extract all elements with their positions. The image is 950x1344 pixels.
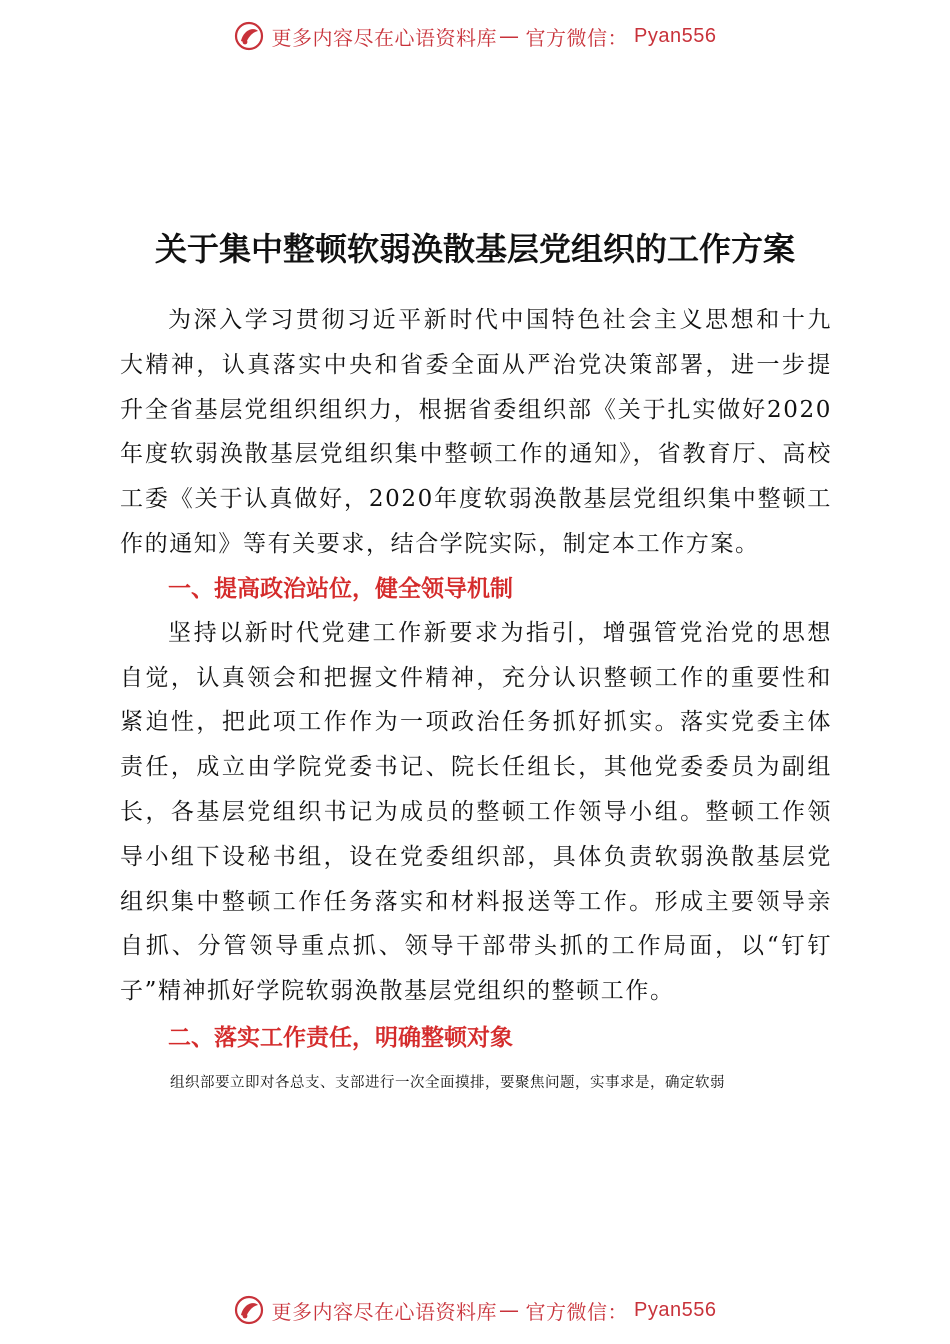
wechat-id: Pyan556 <box>634 1298 717 1321</box>
brand-logo-icon <box>234 1295 264 1325</box>
wechat-id: Pyan556 <box>634 24 717 47</box>
watermark-separator: — <box>499 24 520 48</box>
watermark-separator: — <box>499 1298 520 1322</box>
wechat-label: 官方微信： <box>525 25 629 50</box>
section-2-paragraph: 组织部要立即对各总支、支部进行一次全面摸排，要聚焦问题，实事求是，确定软弱 <box>170 1074 725 1091</box>
watermark-text: 更多内容尽在心语资料库 <box>271 1299 498 1324</box>
wechat-label: 官方微信： <box>525 1299 629 1324</box>
document-body <box>120 298 832 1098</box>
watermark-header <box>0 16 950 56</box>
intro-paragraph: 为深入学习贯彻习近平新时代中国特色社会主义思想和十九大精神，认真落实中央和省委全面从严治党决策部署，进一步提升全省基层党组织组织力，根据省委组织部《关于扎实做好2020年度软弱涣散基层党组织集中整顿工作的通知》，省教育厅、高校工委《关于认真做好，2020年度软弱涣散基层党组织集中整顿工作的通知》等有关要求，结合学院实际，制定本工作方案。 <box>120 307 832 557</box>
section-1-paragraph: 坚持以新时代党建工作新要求为指引，增强管党治党的思想自觉，认真领会和把握文件精神，充分认识整顿工作的重要性和紧迫性，把此项工作作为一项政治任务抓好抓实。落实党委主体责任，成立由学院党委书记、院长任组长，其他党委委员为副组长，各基层党组织书记为成员的整顿工作领导小组。整顿工作领导小组下设秘书组，设在党委组织部，具体负责软弱涣散基层党组织集中整顿工作任务落实和材料报送等工作。形成主要领导亲自抓、分管领导重点抓、领导干部带头抓的工作局面，以“钉钉子”精神抓好学院软弱涣散基层党组织的整顿工作。 <box>120 619 832 1005</box>
brand-logo-icon <box>234 21 264 51</box>
section-heading-2: 二、落实工作责任，明确整顿对象 <box>168 1024 513 1051</box>
section-heading-1: 一、提高政治站位，健全领导机制 <box>168 575 513 602</box>
watermark-footer <box>0 1290 950 1330</box>
watermark-text: 更多内容尽在心语资料库 <box>271 25 498 50</box>
page-title: 关于集中整顿软弱涣散基层党组织的工作方案 <box>154 230 795 268</box>
